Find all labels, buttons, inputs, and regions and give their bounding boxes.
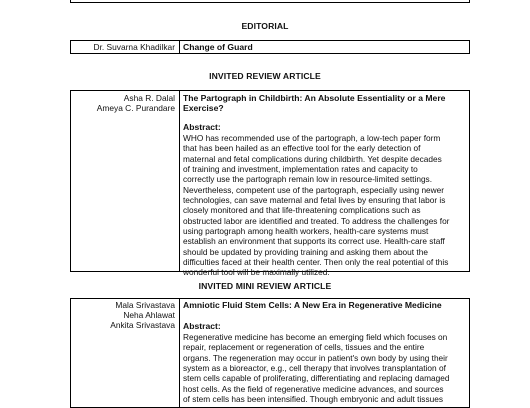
abstract-line: obstructed labor are identified and treated. To address the challenges for [183, 215, 450, 226]
abstract-line: closely monitored and that life-threatening complications such as [183, 205, 421, 216]
editorial-heading: EDITORIAL [241, 21, 289, 31]
abstract-line: Nevertheless, competent use of the partograph, especially using newer [183, 184, 445, 195]
author-name: Neha Ahlawat [123, 310, 175, 321]
invited-mini-review-abstract [183, 332, 467, 404]
invited-review-row [70, 90, 470, 278]
editorial-title: Change of Guard [183, 42, 253, 52]
abstract-line: repair, replacement or regeneration of cells, tissues and the entire [183, 342, 425, 353]
abstract-line: WHO has recommended use of the partograph, a low-tech paper form [183, 133, 441, 143]
invited-mini-review-title: Amniotic Fluid Stem Cells: A New Era in Regenerative Medicine [183, 300, 442, 310]
abstract-line: should be updated by providing training and asking them about the [183, 246, 428, 257]
abstract-line: organs. The regeneration may occur in patient's own body by using their [183, 352, 448, 363]
column-divider [179, 91, 180, 271]
author-name: Mala Srivastava [115, 300, 175, 310]
title-line: The Partograph in Childbirth: An Absolute Essentiality or a Mere [183, 93, 446, 103]
abstract-line: using partograph among health workers, health-care systems must [183, 226, 429, 237]
abstract-line: stem cells capable of proliferating, differentiating and replacing damaged [183, 373, 450, 384]
author-name: Ameya C. Purandare [96, 103, 175, 114]
invited-mini-review-authors [71, 300, 175, 331]
column-divider [179, 41, 180, 53]
title-line: Exercise? [183, 103, 224, 114]
abstract-label: Abstract: [183, 122, 221, 132]
top-editor-box [70, 0, 470, 3]
author-name: Ankita Srivastava [110, 320, 175, 331]
column-divider [179, 299, 180, 407]
abstract-line: system as a bioreactor, e.g., cell therapy that involves transplantation of [183, 363, 446, 374]
invited-mini-review-row [70, 298, 470, 408]
abstract-line: technologies, can save maternal and fetal lives by ensuring that labor is [183, 195, 446, 206]
invited-review-title [183, 93, 467, 114]
abstract-line: Regenerative medicine has become an emerging field which focuses on [183, 332, 448, 342]
editorial-author: Dr. Suvarna Khadilkar [93, 42, 175, 52]
author-name: Asha R. Dalal [123, 93, 175, 103]
invited-review-heading: INVITED REVIEW ARTICLE [209, 71, 321, 81]
abstract-line: wonderful tool will be maximally utilized. [183, 267, 330, 278]
abstract-label: Abstract: [183, 321, 221, 331]
abstract-line: of stem cells has been intensified. Though embryonic and adult tissues [183, 394, 443, 405]
abstract-line: that has been hailed as an effective tool for the early detection of [183, 143, 421, 154]
abstract-line: maternal and fetal complications during childbirth. Yet despite decades [183, 153, 442, 164]
editorial-row [70, 40, 470, 54]
invited-review-authors [71, 93, 175, 113]
abstract-line: host cells. As the field of regenerative medicine advances, and sources [183, 383, 444, 394]
abstract-line: difficulties faced at their health center. Then only the real potential of this [183, 257, 449, 268]
invited-mini-review-heading: INVITED MINI REVIEW ARTICLE [198, 281, 332, 291]
abstract-line: correctly use the partograph remain low in resource-limited settings. [183, 174, 433, 185]
invited-review-abstract [183, 133, 467, 278]
abstract-line: establish an environment that supports its correct use. Health-care staff [183, 236, 445, 247]
abstract-line: of training and investment, implementation rates and capacity to [183, 164, 418, 175]
